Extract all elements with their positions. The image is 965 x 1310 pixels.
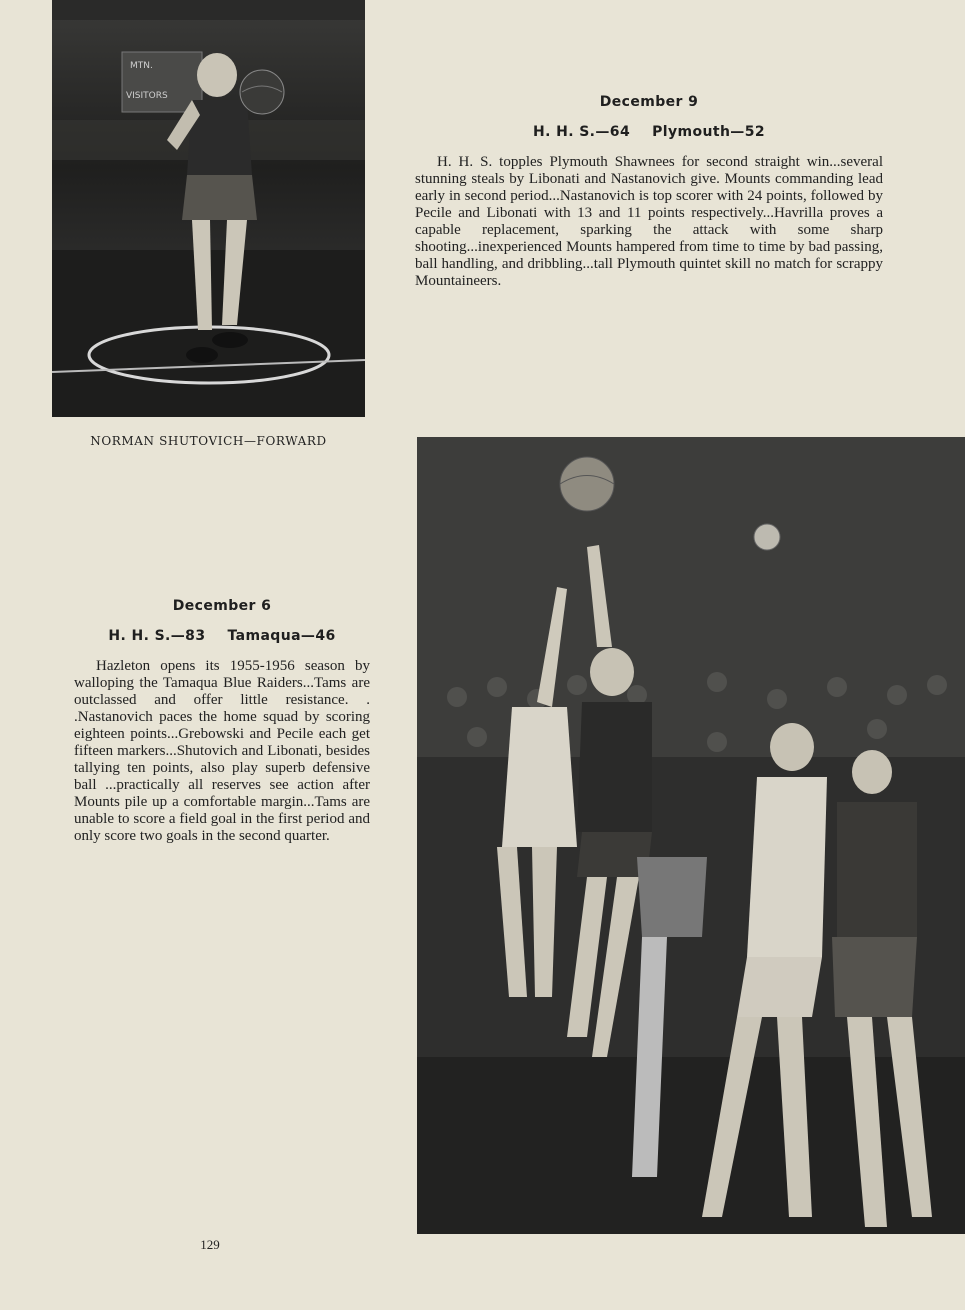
game-score: [415, 124, 883, 140]
player-shooting-photo: [52, 0, 365, 417]
scoreboard-label-mtn: MTN.: [130, 61, 153, 71]
game-score: [74, 628, 370, 644]
away-score: Tamaqua—46: [227, 628, 336, 644]
home-score: H. H. S.—83: [108, 628, 206, 644]
scoreboard-label-visitors: VISITORS: [126, 91, 168, 101]
jump-ball-illustration: [417, 437, 965, 1234]
game-report-december-9: [415, 94, 883, 290]
game-report-december-6: [74, 598, 370, 845]
game-summary: H. H. S. topples Plymouth Shawnees for second straight win...several stunning steals by Libonati and Nastanovich give. Mounts commanding lead early in second period...Nastanovich is top scorer with 24 points, followed by Pecile and Libonati with 13 and 11 points respectively...Havrilla proves a capable replacement, sparking the attack with some sharp shooting...inexperienced Mounts hampered from time to time by bad passing, ball handling, and dribbling...tall Plymouth quintet skill no match for scrappy Mountaineers.: [415, 154, 883, 289]
photo-caption: NORMAN SHUTOVICH—FORWARD: [90, 434, 327, 448]
home-score: H. H. S.—64: [532, 124, 631, 140]
page-number: 129: [200, 1237, 220, 1252]
away-score: Plymouth—52: [652, 124, 765, 140]
game-date: December 9: [599, 94, 699, 110]
jump-ball-photo: [417, 437, 965, 1234]
game-date: December 6: [172, 598, 272, 614]
game-summary: Hazleton opens its 1955-1956 season by walloping the Tamaqua Blue Raiders...Tams are outclassed and offer little resistance. . .Nastanovich paces the home squad by scoring eighteen points...Grebowski and Pecile each get fifteen markers...Shutovich and Libonati, besides tallying ten points, also play superb defensive ball ...practically all reserves see action after Mounts pile up a comfortable margin...Tams are unable to score a field goal in the first period and only score two goals in the second quarter.: [74, 658, 370, 844]
player-shooting-illustration: [52, 0, 365, 417]
